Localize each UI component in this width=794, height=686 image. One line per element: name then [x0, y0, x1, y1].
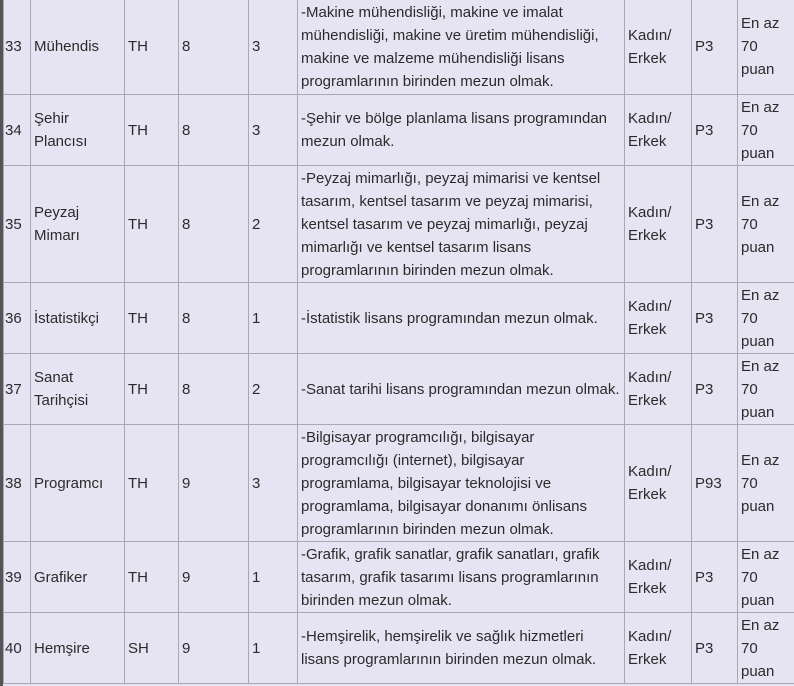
row-number: 39	[4, 542, 31, 613]
position-count: 2	[249, 354, 298, 425]
requirement-text: -Sanat tarihi lisans programından mezun olmak.	[298, 354, 625, 425]
kpss-score-type: P3	[692, 95, 738, 166]
grade-level: 8	[179, 95, 249, 166]
grade-level: 9	[179, 542, 249, 613]
position-count: 1	[249, 613, 298, 684]
requirement-text: -Şehir ve bölge planlama lisans programından mezun olmak.	[298, 95, 625, 166]
position-title: Peyzaj Mimarı	[31, 166, 125, 283]
grade-level: 9	[179, 613, 249, 684]
table-row	[4, 425, 794, 542]
position-title: Hemşire	[31, 613, 125, 684]
table-body	[4, 0, 794, 684]
position-title: Sanat Tarihçisi	[31, 354, 125, 425]
row-number: 37	[4, 354, 31, 425]
requirement-text: -Bilgisayar programcılığı, bilgisayar programcılığı (internet), bilgisayar programlama, bilgisayar teknolojisi ve programlama, bilgisayar donanımı önlisans programlarının birinden mezun olmak.	[298, 425, 625, 542]
grade-level: 8	[179, 166, 249, 283]
gender-cell: Kadın/ Erkek	[625, 95, 692, 166]
requirement-text: -Hemşirelik, hemşirelik ve sağlık hizmetleri lisans programlarının birinden mezun olmak.	[298, 613, 625, 684]
row-number: 40	[4, 613, 31, 684]
kpss-score-type: P3	[692, 542, 738, 613]
minimum-score: En az 70 puan	[738, 95, 794, 166]
table-row	[4, 283, 794, 354]
grade-level: 9	[179, 425, 249, 542]
grade-level: 8	[179, 0, 249, 95]
grade-level: 8	[179, 283, 249, 354]
class-code: TH	[125, 542, 179, 613]
requirement-text: -Peyzaj mimarlığı, peyzaj mimarisi ve kentsel tasarım, kentsel tasarım ve peyzaj mimarisi, kentsel tasarım ve peyzaj mimarlığı, peyzaj mimarlığı ve kentsel tasarım lisans programlarının birinden mezun olmak.	[298, 166, 625, 283]
minimum-score: En az 70 puan	[738, 613, 794, 684]
row-number: 38	[4, 425, 31, 542]
gender-cell: Kadın/ Erkek	[625, 425, 692, 542]
position-title: Şehir Plancısı	[31, 95, 125, 166]
kpss-score-type: P3	[692, 166, 738, 283]
position-count: 2	[249, 166, 298, 283]
class-code: TH	[125, 354, 179, 425]
requirement-text: -Makine mühendisliği, makine ve imalat mühendisliği, makine ve üretim mühendisliği, makine ve malzeme mühendisliği lisans programlarının birinden mezun olmak.	[298, 0, 625, 95]
minimum-score: En az 70 puan	[738, 166, 794, 283]
class-code: TH	[125, 283, 179, 354]
class-code: SH	[125, 613, 179, 684]
table-row	[4, 0, 794, 95]
position-title: Grafiker	[31, 542, 125, 613]
positions-table	[3, 0, 794, 684]
position-count: 1	[249, 283, 298, 354]
table-row	[4, 613, 794, 684]
class-code: TH	[125, 425, 179, 542]
requirement-text: -İstatistik lisans programından mezun olmak.	[298, 283, 625, 354]
kpss-score-type: P3	[692, 613, 738, 684]
kpss-score-type: P3	[692, 283, 738, 354]
minimum-score: En az 70 puan	[738, 425, 794, 542]
table-row	[4, 166, 794, 283]
position-count: 1	[249, 542, 298, 613]
class-code: TH	[125, 0, 179, 95]
position-title: Mühendis	[31, 0, 125, 95]
gender-cell: Kadın/ Erkek	[625, 166, 692, 283]
position-count: 3	[249, 425, 298, 542]
gender-cell: Kadın/ Erkek	[625, 0, 692, 95]
kpss-score-type: P3	[692, 0, 738, 95]
kpss-score-type: P93	[692, 425, 738, 542]
minimum-score: En az 70 puan	[738, 0, 794, 95]
gender-cell: Kadın/ Erkek	[625, 283, 692, 354]
gender-cell: Kadın/ Erkek	[625, 542, 692, 613]
grade-level: 8	[179, 354, 249, 425]
row-number: 36	[4, 283, 31, 354]
row-number: 34	[4, 95, 31, 166]
class-code: TH	[125, 95, 179, 166]
kpss-score-type: P3	[692, 354, 738, 425]
table-row	[4, 354, 794, 425]
row-number: 35	[4, 166, 31, 283]
table-row	[4, 95, 794, 166]
table-row	[4, 542, 794, 613]
minimum-score: En az 70 puan	[738, 283, 794, 354]
position-title: İstatistikçi	[31, 283, 125, 354]
minimum-score: En az 70 puan	[738, 542, 794, 613]
requirement-text: -Grafik, grafik sanatlar, grafik sanatları, grafik tasarım, grafik tasarımı lisans programlarının birinden mezun olmak.	[298, 542, 625, 613]
gender-cell: Kadın/ Erkek	[625, 613, 692, 684]
position-count: 3	[249, 0, 298, 95]
minimum-score: En az 70 puan	[738, 354, 794, 425]
position-title: Programcı	[31, 425, 125, 542]
gender-cell: Kadın/ Erkek	[625, 354, 692, 425]
row-number: 33	[4, 0, 31, 95]
position-count: 3	[249, 95, 298, 166]
class-code: TH	[125, 166, 179, 283]
